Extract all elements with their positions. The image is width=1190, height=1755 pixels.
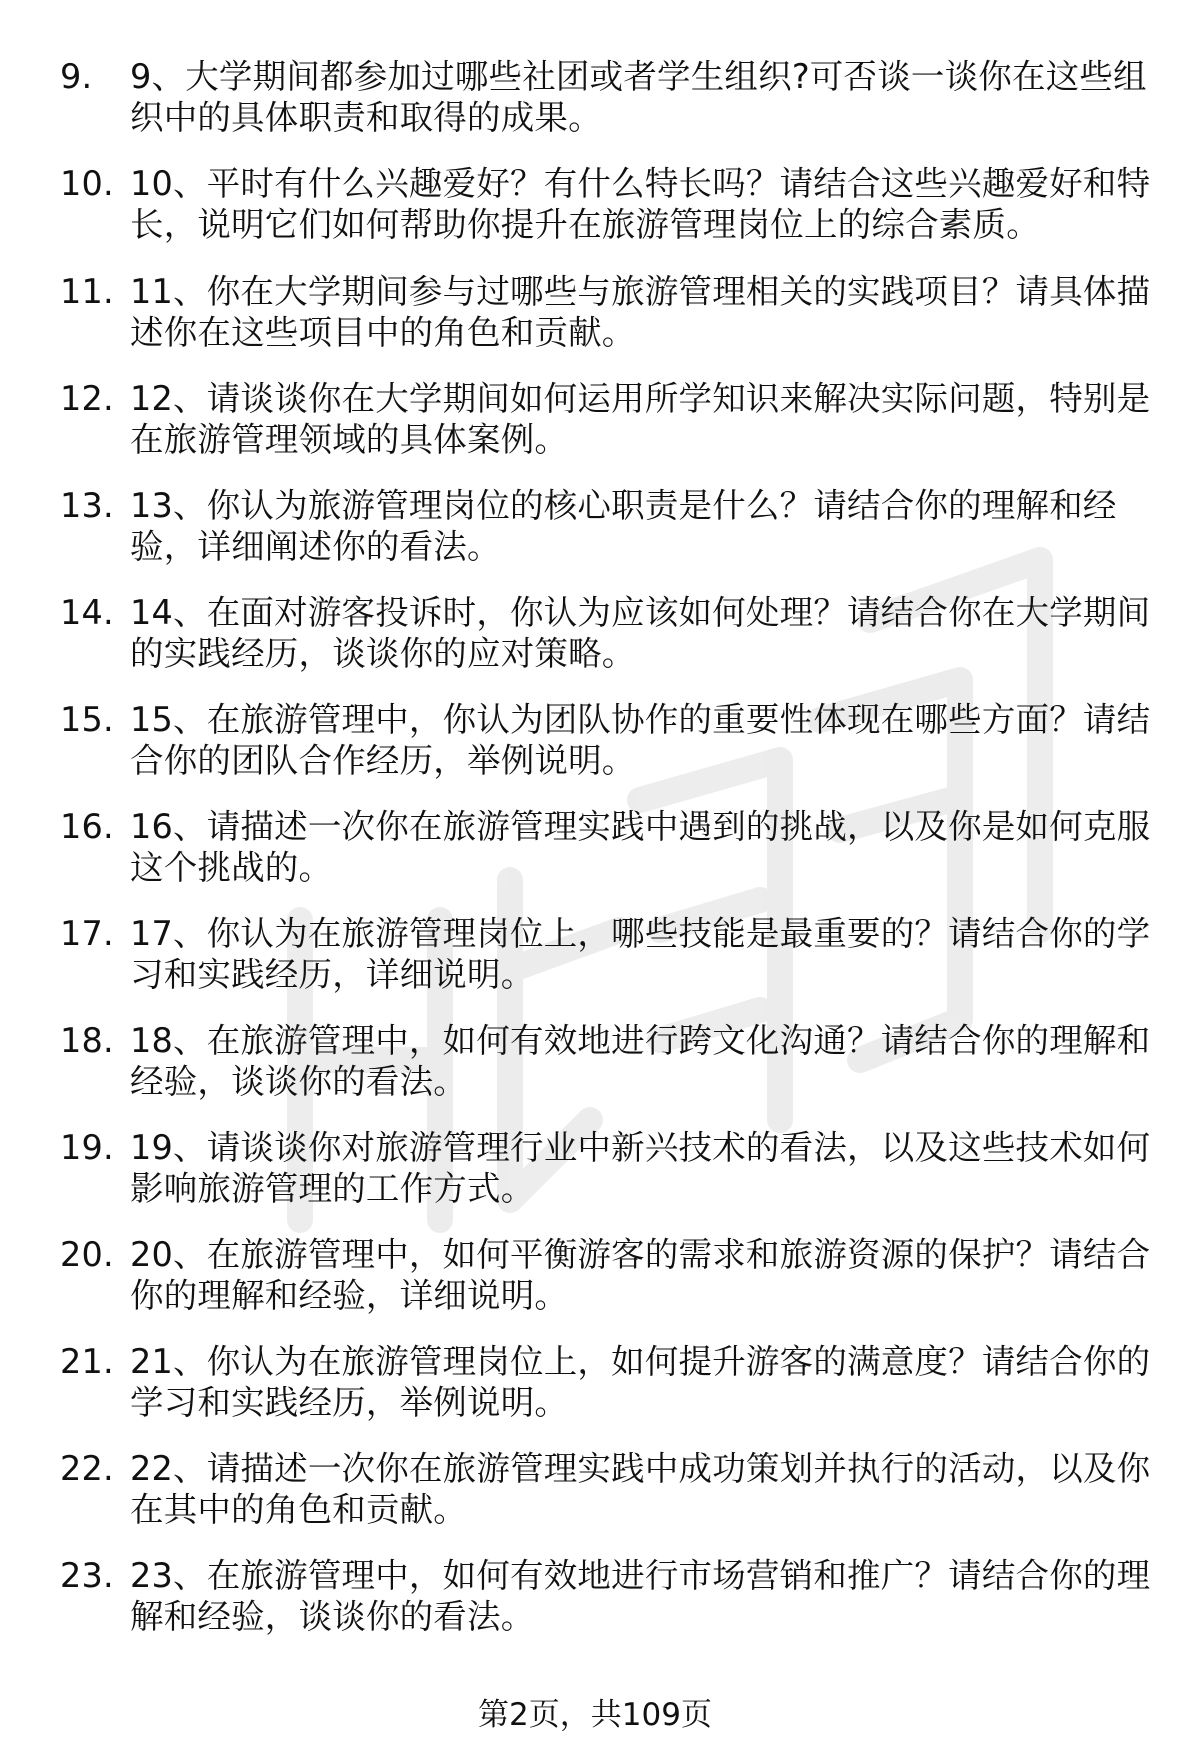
item-number: 22. [60, 1449, 114, 1488]
item-text: 12、请谈谈你在大学期间如何运用所学知识来解决实际问题，特别是在旅游管理领域的具体案例。 [130, 379, 1151, 459]
item-number: 17. [60, 914, 114, 953]
page-footer: 第2页，共109页 [478, 1697, 712, 1733]
item-text: 9、大学期间都参加过哪些社团或者学生组织?可否谈一谈你在这些组织中的具体职责和取得的成果。 [130, 57, 1147, 137]
item-text: 16、请描述一次你在旅游管理实践中遇到的挑战，以及你是如何克服这个挑战的。 [130, 807, 1151, 887]
item-text: 22、请描述一次你在旅游管理实践中成功策划并执行的活动，以及你在其中的角色和贡献。 [130, 1449, 1151, 1529]
list-item [60, 56, 1155, 138]
list-item [60, 913, 1155, 995]
item-text: 23、在旅游管理中，如何有效地进行市场营销和推广？请结合你的理解和经验，谈谈你的看法。 [130, 1556, 1151, 1636]
item-number: 20. [60, 1235, 114, 1274]
list-item [60, 1341, 1155, 1423]
item-number: 14. [60, 593, 114, 632]
item-text: 19、请谈谈你对旅游管理行业中新兴技术的看法，以及这些技术如何影响旅游管理的工作方式。 [130, 1128, 1151, 1208]
item-number: 15. [60, 700, 114, 739]
question-list [60, 56, 1155, 1662]
item-text: 17、你认为在旅游管理岗位上，哪些技能是最重要的？请结合你的学习和实践经历，详细说明。 [130, 914, 1151, 994]
item-text: 10、平时有什么兴趣爱好？有什么特长吗？请结合这些兴趣爱好和特长，说明它们如何帮助你提升在旅游管理岗位上的综合素质。 [130, 164, 1151, 244]
list-item [60, 1234, 1155, 1316]
list-item [60, 699, 1155, 781]
list-item [60, 1127, 1155, 1209]
list-item [60, 378, 1155, 460]
item-number: 11. [60, 272, 114, 311]
item-number: 10. [60, 164, 114, 203]
list-item [60, 1448, 1155, 1530]
item-text: 18、在旅游管理中，如何有效地进行跨文化沟通？请结合你的理解和经验，谈谈你的看法。 [130, 1021, 1151, 1101]
item-number: 16. [60, 807, 114, 846]
list-item [60, 806, 1155, 888]
item-text: 11、你在大学期间参与过哪些与旅游管理相关的实践项目？请具体描述你在这些项目中的角色和贡献。 [130, 272, 1151, 352]
list-item [60, 163, 1155, 245]
item-number: 9. [60, 57, 93, 96]
item-number: 13. [60, 486, 114, 525]
item-text: 14、在面对游客投诉时，你认为应该如何处理？请结合你在大学期间的实践经历，谈谈你的应对策略。 [130, 593, 1151, 673]
item-text: 20、在旅游管理中，如何平衡游客的需求和旅游资源的保护？请结合你的理解和经验，详细说明。 [130, 1235, 1151, 1315]
item-number: 19. [60, 1128, 114, 1167]
list-item [60, 485, 1155, 567]
item-text: 15、在旅游管理中，你认为团队协作的重要性体现在哪些方面？请结合你的团队合作经历，举例说明。 [130, 700, 1151, 780]
item-number: 23. [60, 1556, 114, 1595]
item-number: 12. [60, 379, 114, 418]
list-item [60, 271, 1155, 353]
list-item [60, 1555, 1155, 1637]
item-text: 13、你认为旅游管理岗位的核心职责是什么？请结合你的理解和经验，详细阐述你的看法。 [130, 486, 1117, 566]
item-number: 18. [60, 1021, 114, 1060]
list-item [60, 1020, 1155, 1102]
list-item [60, 592, 1155, 674]
item-text: 21、你认为在旅游管理岗位上，如何提升游客的满意度？请结合你的学习和实践经历，举例说明。 [130, 1342, 1151, 1422]
item-number: 21. [60, 1342, 114, 1381]
